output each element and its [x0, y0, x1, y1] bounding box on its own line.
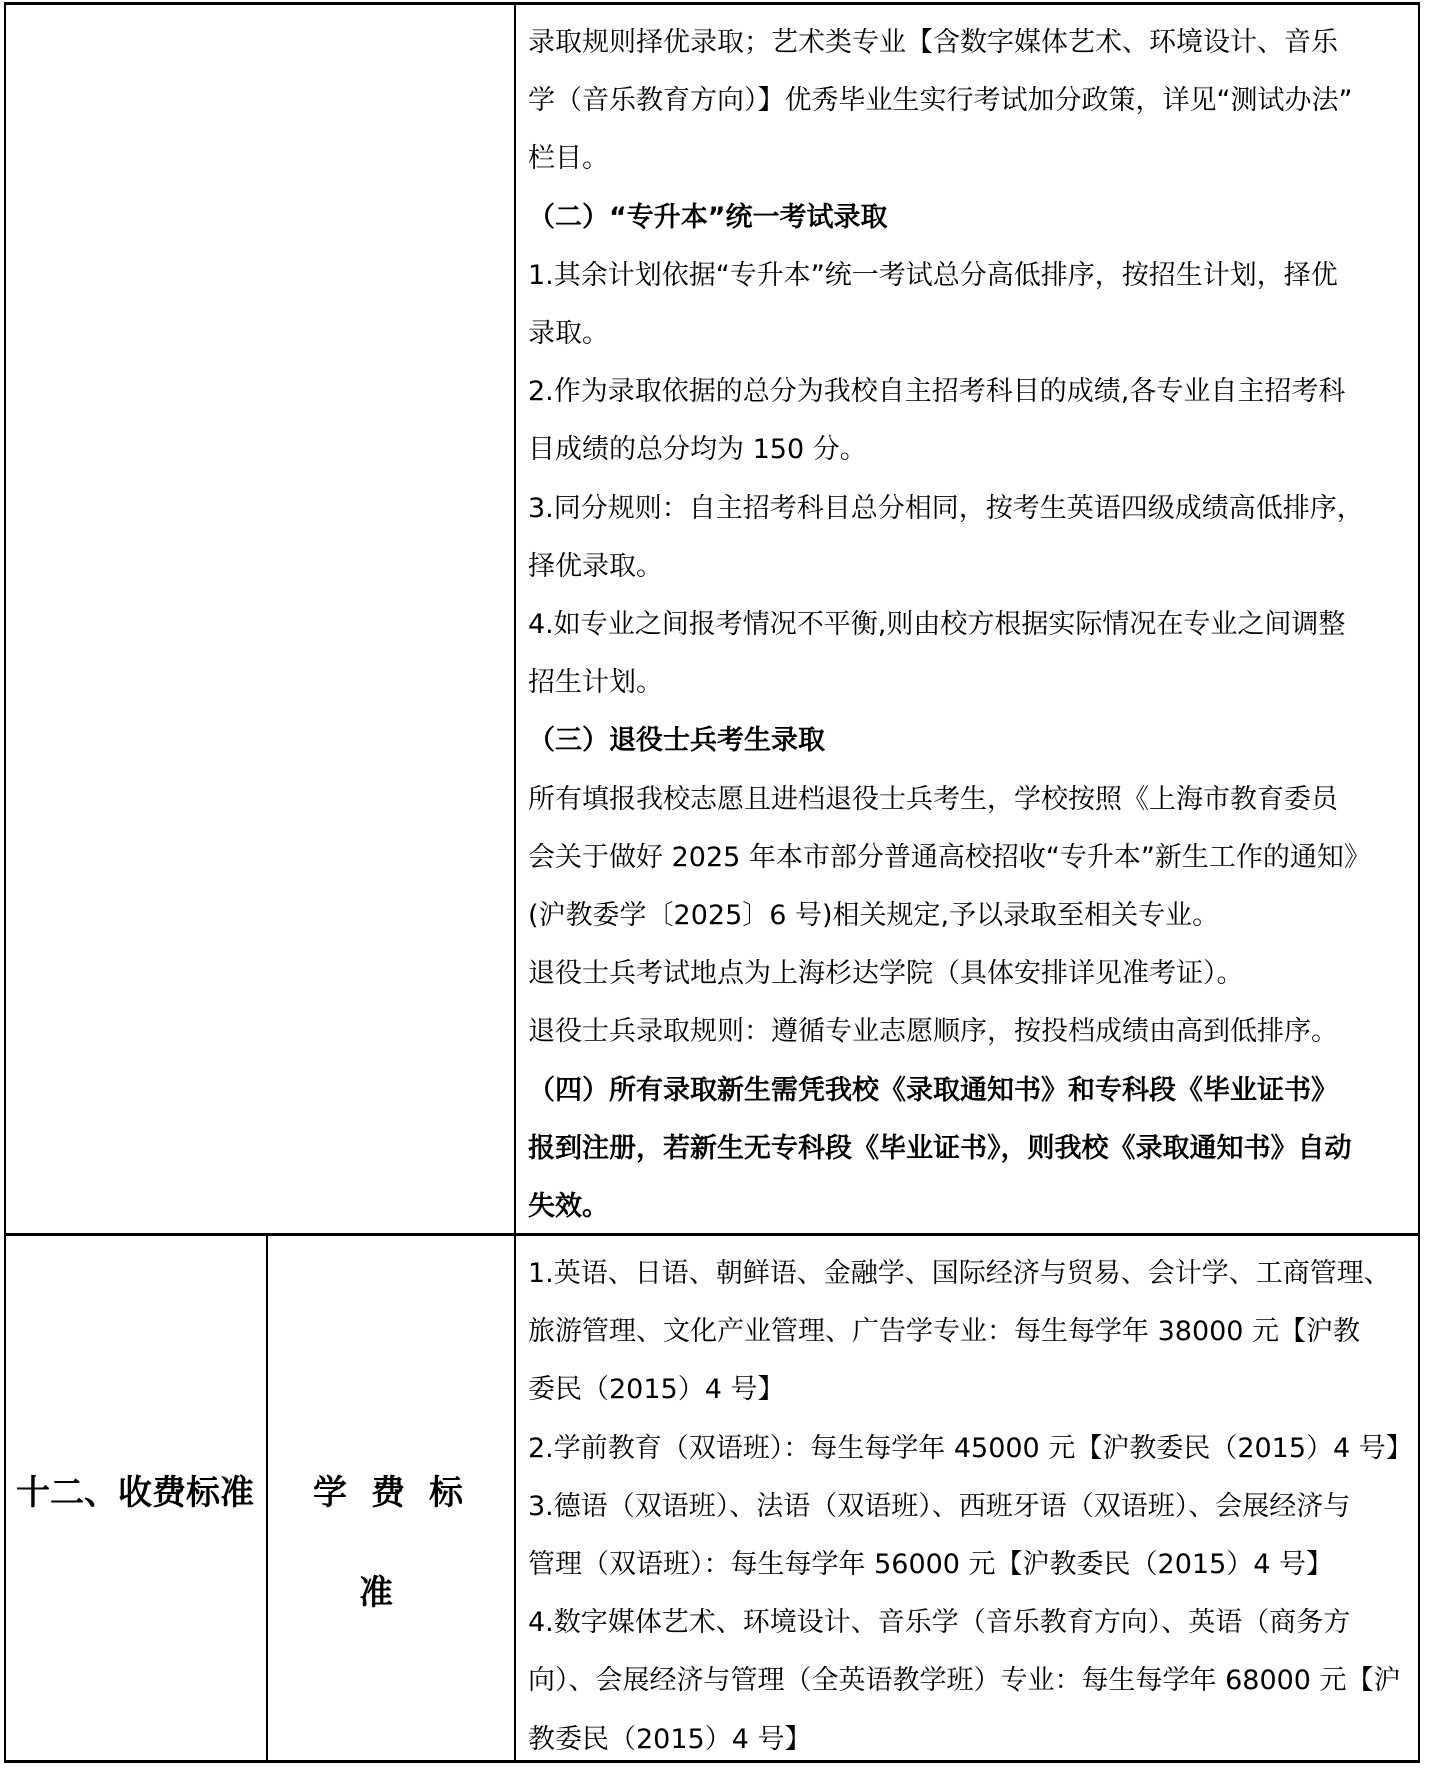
section-title-fees: 十二、收费标准	[16, 1473, 254, 1513]
column-divider-2	[514, 2, 516, 1763]
admission-rule-line: 录取。	[528, 318, 609, 350]
admission-rule-line: 所有填报我校志愿且进档退役士兵考生，学校按照《上海市教育委员	[528, 783, 1338, 815]
admission-rule-line: 会关于做好 2025 年本市部分普通高校招收“专升本”新生工作的通知》	[528, 841, 1371, 873]
tuition-line: 管理（双语班）：每生每学年 56000 元【沪教委民（2015）4 号】	[528, 1549, 1334, 1581]
admission-rule-line: 退役士兵考试地点为上海杉达学院（具体安排详见准考证）。	[528, 958, 1244, 990]
tuition-line: 旅游管理、文化产业管理、广告学专业：每生每学年 38000 元【沪教	[528, 1316, 1361, 1348]
admission-rule-line: 3.同分规则：自主招考科目总分相同，按考生英语四级成绩高低排序，	[528, 492, 1364, 524]
tuition-line: 4.数字媒体艺术、环境设计、音乐学（音乐教育方向）、英语（商务方	[528, 1607, 1351, 1639]
tuition-line: 2.学前教育（双语班）：每生每学年 45000 元【沪教委民（2015）4 号】	[528, 1432, 1413, 1464]
admission-rule-line: 录取规则择优录取；艺术类专业【含数字媒体艺术、环境设计、音乐	[528, 27, 1338, 58]
admission-rule-line: 4.如专业之间报考情况不平衡,则由校方根据实际情况在专业之间调整	[528, 609, 1346, 641]
tuition-line: 1.英语、日语、朝鲜语、金融学、国际经济与贸易、会计学、工商管理、	[528, 1258, 1391, 1289]
admission-rule-line: 择优录取。	[528, 550, 663, 582]
tuition-line: 委民（2015）4 号】	[528, 1374, 785, 1406]
right-border	[1418, 2, 1420, 1763]
tuition-details-cell	[528, 1245, 1418, 1769]
tuition-line: 教委民（2015）4 号】	[528, 1723, 812, 1755]
admission-rule-line: 目成绩的总分均为 150 分。	[528, 434, 867, 466]
table-top-border	[4, 2, 1420, 5]
tuition-line: 向）、会展经济与管理（全英语教学班）专业：每生每学年 68000 元【沪	[528, 1665, 1401, 1697]
admission-rule-line: 失效。	[528, 1191, 609, 1223]
admission-rule-line: 1.其余计划依据“专升本”统一考试总分高低排序，按招生计划，择优	[528, 259, 1338, 291]
admission-rule-line: 2.作为录取依据的总分为我校自主招考科目的成绩,各专业自主招考科	[528, 376, 1346, 408]
column-divider-1	[266, 1233, 268, 1763]
admission-rule-line: 学（音乐教育方向）】优秀毕业生实行考试加分政策，详见“测试办法”	[528, 85, 1353, 117]
admission-rules-cell	[528, 14, 1418, 1236]
tuition-label: 学费标准	[313, 1473, 487, 1613]
admission-rule-line: 报到注册，若新生无专科段《毕业证书》，则我校《录取通知书》自动	[528, 1132, 1352, 1164]
admission-rule-line: 退役士兵录取规则：遵循专业志愿顺序，按投档成绩由高到低排序。	[528, 1016, 1338, 1048]
tuition-line: 3.德语（双语班）、法语（双语班）、西班牙语（双语班）、会展经济与	[528, 1490, 1351, 1522]
admission-rule-line: （三）退役士兵考生录取	[528, 725, 825, 757]
admission-rule-line: （四）所有录取新生需凭我校《录取通知书》和专科段《毕业证书》	[528, 1074, 1338, 1106]
admission-rule-line: 栏目。	[528, 143, 609, 175]
admission-rule-line: 招生计划。	[528, 667, 663, 699]
admission-rule-line: (沪教委学〔2025〕6 号)相关规定,予以录取至相关专业。	[528, 900, 1220, 932]
admission-rule-line: （二）“专升本”统一考试录取	[528, 201, 888, 233]
